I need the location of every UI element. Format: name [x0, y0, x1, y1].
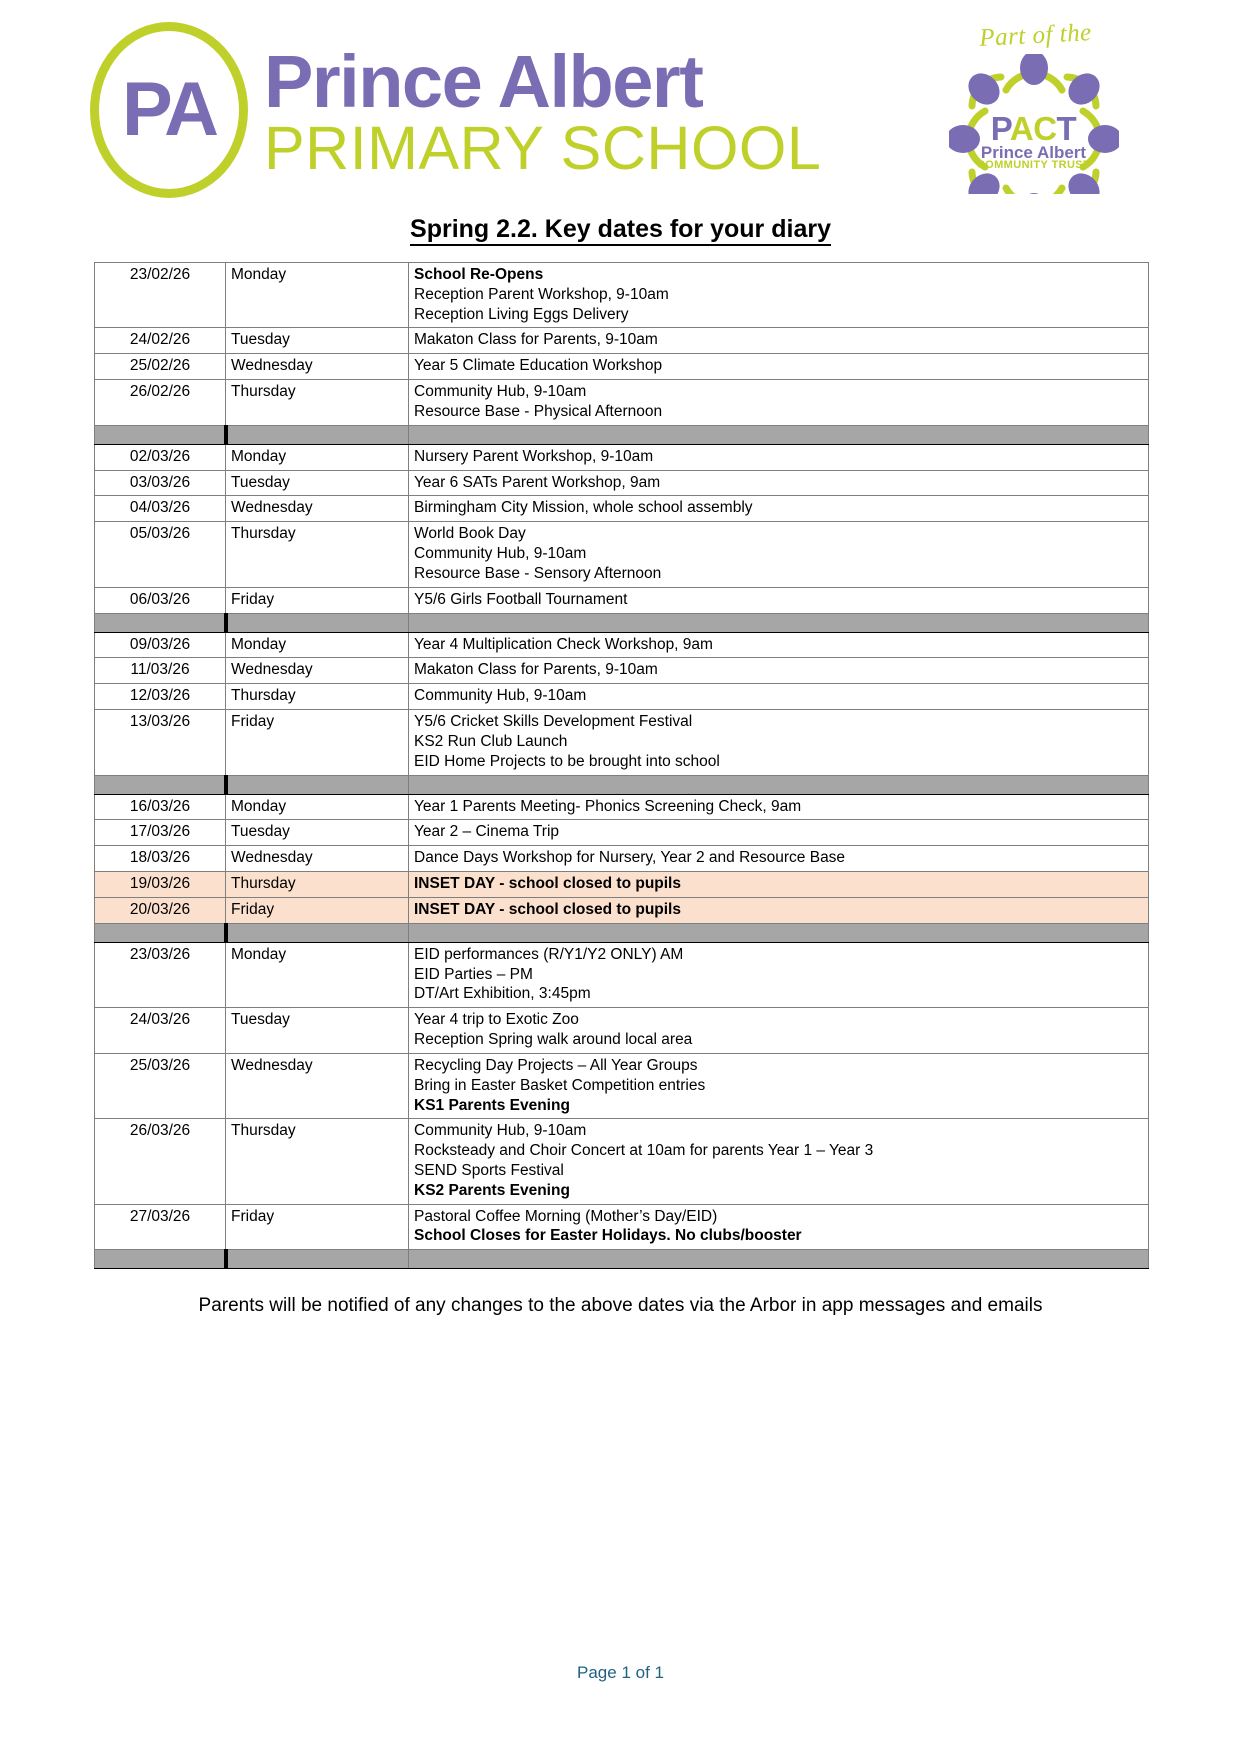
day-cell: Thursday: [226, 1119, 409, 1204]
events-cell: [409, 496, 1149, 522]
pa-monogram-icon: [90, 22, 248, 198]
event-line: Year 2 – Cinema Trip: [414, 823, 560, 841]
day-cell: Friday: [226, 1204, 409, 1250]
pa-monogram-label: PA: [122, 67, 216, 152]
date-cell: 11/03/26: [95, 658, 226, 684]
events-cell: [409, 263, 1149, 328]
table-row: [95, 444, 1149, 470]
separator-events-cell: [409, 425, 1149, 444]
events-cell: [409, 897, 1149, 923]
events-cell: [409, 587, 1149, 613]
table-row: [95, 897, 1149, 923]
day-cell: Wednesday: [226, 846, 409, 872]
events-cell: [409, 632, 1149, 658]
events-cell: [409, 1204, 1149, 1250]
events-cell: [409, 470, 1149, 496]
table-row: [95, 496, 1149, 522]
event-line: Community Hub, 9-10am: [414, 1122, 587, 1140]
day-cell: Tuesday: [226, 820, 409, 846]
page-title-text: Spring 2.2. Key dates for your diary: [410, 215, 831, 246]
day-cell: Friday: [226, 710, 409, 775]
week-separator-row: [95, 613, 1149, 632]
separator-date-cell: [95, 775, 226, 794]
date-cell: 18/03/26: [95, 846, 226, 872]
school-name-primary: Prince Albert: [264, 40, 703, 124]
events-cell: [409, 684, 1149, 710]
day-cell: Tuesday: [226, 1008, 409, 1054]
date-cell: 17/03/26: [95, 820, 226, 846]
separator-events-cell: [409, 1250, 1149, 1269]
events-cell: [409, 658, 1149, 684]
day-cell: Monday: [226, 263, 409, 328]
date-cell: 03/03/26: [95, 470, 226, 496]
event-line: School Closes for Easter Holidays. No clubs/booster: [414, 1227, 802, 1245]
events-cell: [409, 444, 1149, 470]
date-cell: 24/03/26: [95, 1008, 226, 1054]
event-line: DT/Art Exhibition, 3:45pm: [414, 985, 591, 1003]
separator-day-cell: [226, 613, 409, 632]
table-row: [95, 470, 1149, 496]
day-cell: Friday: [226, 587, 409, 613]
event-line: EID Home Projects to be brought into school: [414, 752, 720, 770]
date-cell: 12/03/26: [95, 684, 226, 710]
day-cell: Wednesday: [226, 354, 409, 380]
event-line: EID Parties – PM: [414, 965, 533, 983]
separator-events-cell: [409, 775, 1149, 794]
day-cell: Wednesday: [226, 496, 409, 522]
document-header: [0, 0, 1241, 205]
event-line: Community Hub, 9-10am: [414, 545, 587, 563]
school-logo: [90, 22, 821, 198]
event-line: Reception Parent Workshop, 9-10am: [414, 285, 669, 303]
event-line: Birmingham City Mission, whole school assembly: [414, 499, 753, 517]
event-line: School Re-Opens: [414, 266, 544, 283]
day-cell: Tuesday: [226, 470, 409, 496]
event-line: Reception Living Eggs Delivery: [414, 305, 629, 323]
notification-note: Parents will be notified of any changes to the above dates via the Arbor in app messages and emails: [198, 1295, 1043, 1317]
events-cell: [409, 820, 1149, 846]
event-line: Nursery Parent Workshop, 9-10am: [414, 447, 654, 465]
date-cell: 04/03/26: [95, 496, 226, 522]
date-cell: 23/02/26: [95, 263, 226, 328]
events-cell: [409, 1008, 1149, 1054]
week-separator-row: [95, 775, 1149, 794]
pact-acronym-p: P: [990, 110, 1010, 147]
events-cell: [409, 1053, 1149, 1118]
table-row: [95, 354, 1149, 380]
table-row: [95, 328, 1149, 354]
separator-date-cell: [95, 613, 226, 632]
table-row: [95, 1119, 1149, 1204]
day-cell: Monday: [226, 794, 409, 820]
day-cell: Friday: [226, 897, 409, 923]
key-dates-table: [94, 262, 1149, 1269]
date-cell: 13/03/26: [95, 710, 226, 775]
event-line: Dance Days Workshop for Nursery, Year 2 and Resource Base: [414, 849, 846, 867]
date-cell: 25/02/26: [95, 354, 226, 380]
date-cell: 05/03/26: [95, 522, 226, 587]
pact-acronym-ac: AC: [1009, 110, 1057, 147]
day-cell: Tuesday: [226, 328, 409, 354]
day-cell: Thursday: [226, 380, 409, 426]
event-line: Resource Base - Sensory Afternoon: [414, 564, 662, 582]
events-cell: [409, 522, 1149, 587]
events-cell: [409, 942, 1149, 1007]
week-separator-row: [95, 425, 1149, 444]
event-line: Y5/6 Girls Football Tournament: [414, 590, 628, 608]
table-row: [95, 794, 1149, 820]
event-line: Year 5 Climate Education Workshop: [414, 357, 663, 375]
date-cell: 26/02/26: [95, 380, 226, 426]
separator-date-cell: [95, 1250, 226, 1269]
date-cell: 20/03/26: [95, 897, 226, 923]
day-cell: Wednesday: [226, 658, 409, 684]
week-separator-row: [95, 923, 1149, 942]
events-cell: [409, 380, 1149, 426]
table-row: [95, 522, 1149, 587]
day-cell: Thursday: [226, 684, 409, 710]
pact-logo: [941, 20, 1126, 200]
event-line: Recycling Day Projects – All Year Groups: [414, 1056, 698, 1074]
event-line: Community Hub, 9-10am: [414, 383, 587, 401]
day-cell: Monday: [226, 942, 409, 1007]
event-line: Y5/6 Cricket Skills Development Festival: [414, 713, 693, 731]
table-row: [95, 587, 1149, 613]
event-line: Makaton Class for Parents, 9-10am: [414, 661, 658, 679]
events-cell: [409, 872, 1149, 898]
date-cell: 25/03/26: [95, 1053, 226, 1118]
date-cell: 02/03/26: [95, 444, 226, 470]
table-row: [95, 710, 1149, 775]
table-row: [95, 942, 1149, 1007]
pact-tagline: Part of the: [978, 19, 1093, 52]
event-line: Makaton Class for Parents, 9-10am: [414, 331, 658, 349]
separator-date-cell: [95, 923, 226, 942]
event-line: Bring in Easter Basket Competition entries: [414, 1076, 706, 1094]
event-line: Community Hub, 9-10am: [414, 687, 587, 705]
event-line: INSET DAY - school closed to pupils: [414, 875, 681, 893]
date-cell: 19/03/26: [95, 872, 226, 898]
table-row: [95, 1053, 1149, 1118]
date-cell: 23/03/26: [95, 942, 226, 1007]
table-row: [95, 846, 1149, 872]
page-title: [0, 215, 1241, 244]
events-cell: [409, 328, 1149, 354]
event-line: SEND Sports Festival: [414, 1161, 564, 1179]
date-cell: 26/03/26: [95, 1119, 226, 1204]
event-line: Year 4 trip to Exotic Zoo: [414, 1011, 579, 1029]
week-separator-row: [95, 1250, 1149, 1269]
pact-subtitle-name: Prince Albert: [980, 143, 1087, 162]
day-cell: Monday: [226, 444, 409, 470]
school-wordmark: [264, 40, 822, 183]
event-line: Year 4 Multiplication Check Workshop, 9am: [414, 635, 713, 653]
date-cell: 06/03/26: [95, 587, 226, 613]
separator-day-cell: [226, 923, 409, 942]
event-line: Year 6 SATs Parent Workshop, 9am: [414, 473, 661, 491]
events-cell: [409, 794, 1149, 820]
table-row: [95, 820, 1149, 846]
events-cell: [409, 1119, 1149, 1204]
event-line: Pastoral Coffee Morning (Mother’s Day/EID): [414, 1207, 718, 1225]
table-row: [95, 632, 1149, 658]
date-cell: 27/03/26: [95, 1204, 226, 1250]
pact-acronym-t: T: [1056, 110, 1077, 147]
events-cell: [409, 354, 1149, 380]
day-cell: Thursday: [226, 872, 409, 898]
event-line: World Book Day: [414, 525, 526, 543]
day-cell: Wednesday: [226, 1053, 409, 1118]
table-row: [95, 658, 1149, 684]
event-line: Year 1 Parents Meeting- Phonics Screening Check, 9am: [414, 797, 802, 815]
event-line: Resource Base - Physical Afternoon: [414, 402, 663, 420]
event-line: INSET DAY - school closed to pupils: [414, 900, 681, 918]
date-cell: 24/02/26: [95, 328, 226, 354]
event-line: EID performances (R/Y1/Y2 ONLY) AM: [414, 945, 684, 963]
pact-subtitle-trust: COMMUNITY TRUST: [976, 159, 1091, 171]
table-row: [95, 872, 1149, 898]
event-line: KS1 Parents Evening: [414, 1096, 570, 1114]
day-cell: Monday: [226, 632, 409, 658]
event-line: KS2 Run Club Launch: [414, 732, 568, 750]
table-row: [95, 684, 1149, 710]
separator-day-cell: [226, 775, 409, 794]
table-row: [95, 263, 1149, 328]
table-row: [95, 1008, 1149, 1054]
table-row: [95, 380, 1149, 426]
separator-events-cell: [409, 923, 1149, 942]
school-name-secondary: PRIMARY SCHOOL: [264, 114, 822, 183]
separator-date-cell: [95, 425, 226, 444]
key-dates-table-container: [0, 262, 1241, 1269]
page-number: Page 1 of 1: [577, 1663, 664, 1682]
event-line: KS2 Parents Evening: [414, 1181, 570, 1199]
events-cell: [409, 846, 1149, 872]
date-cell: 09/03/26: [95, 632, 226, 658]
pact-acronym: [941, 112, 1126, 145]
separator-day-cell: [226, 425, 409, 444]
date-cell: 16/03/26: [95, 794, 226, 820]
table-row: [95, 1204, 1149, 1250]
event-line: Reception Spring walk around local area: [414, 1031, 693, 1049]
day-cell: Thursday: [226, 522, 409, 587]
event-line: Rocksteady and Choir Concert at 10am for parents Year 1 – Year 3: [414, 1142, 874, 1160]
events-cell: [409, 710, 1149, 775]
separator-day-cell: [226, 1250, 409, 1269]
separator-events-cell: [409, 613, 1149, 632]
